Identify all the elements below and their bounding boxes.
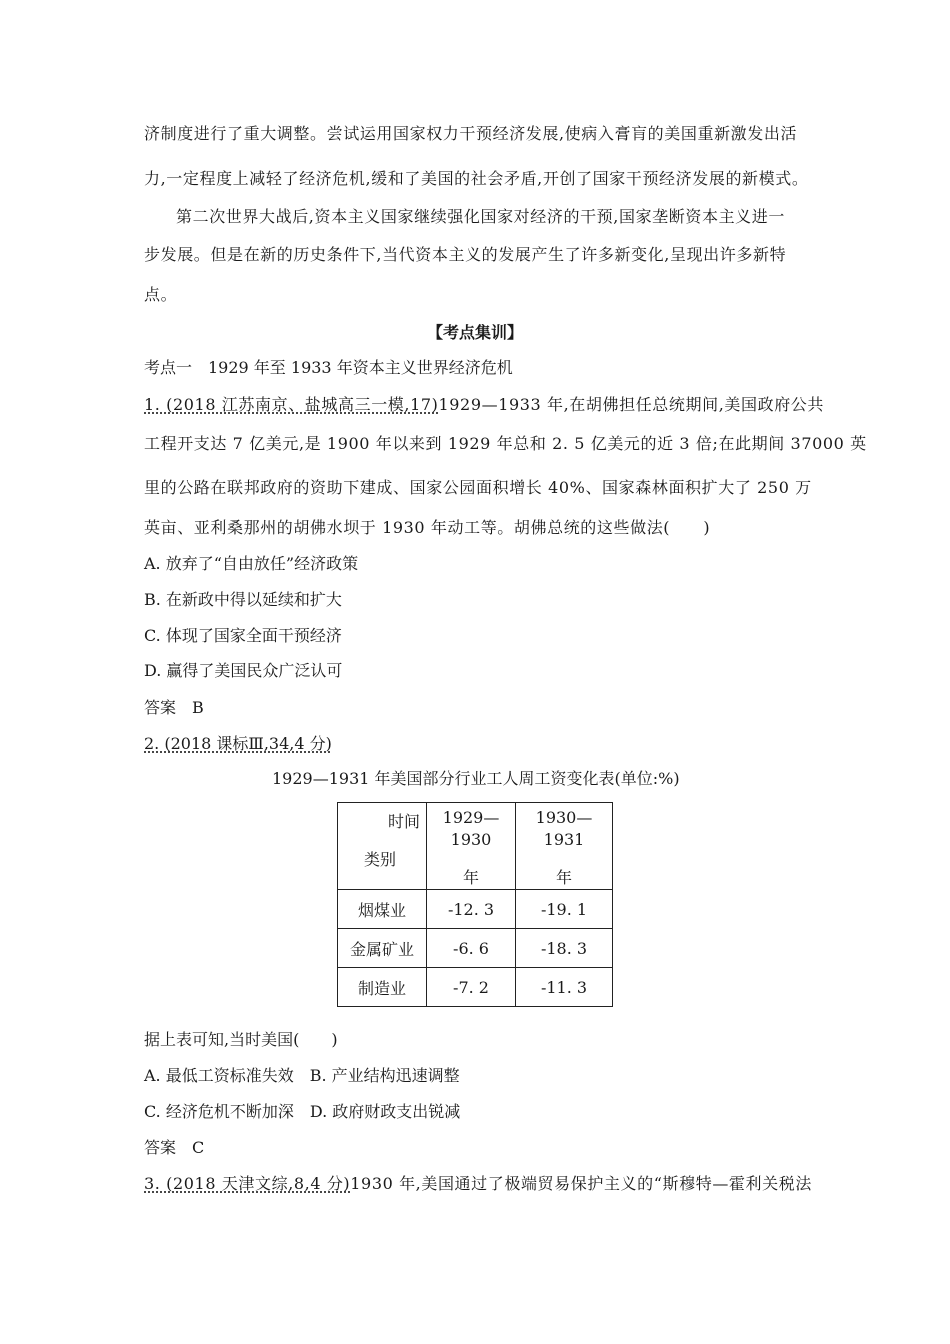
intro-line-5: 点。	[144, 285, 178, 304]
intro-line-1: 济制度进行了重大调整。尝试运用国家权力干预经济发展,使病入膏肓的美国重新激发出活	[144, 124, 798, 143]
topic-heading: 考点一 1929 年至 1933 年资本主义世界经济危机	[144, 358, 513, 377]
col2-header-years: 1930—1931	[535, 808, 593, 849]
row-label: 金属矿业	[338, 929, 427, 968]
q1-line-2: 工程开支达 7 亿美元,是 1900 年以来到 1929 年总和 2. 5 亿美元的近 3 倍;在此期间 37000 英	[144, 434, 867, 453]
q1-line-4: 英亩、亚利桑那州的胡佛水坝于 1930 年动工等。胡佛总统的这些做法( )	[144, 518, 711, 537]
table-row	[338, 929, 613, 968]
row-value-1930: -12. 3	[427, 890, 516, 929]
q3-line-1	[144, 1173, 812, 1195]
col1-header-unit: 年	[462, 868, 479, 887]
q2-stem: 据上表可知,当时美国( )	[144, 1030, 338, 1049]
q2-options-cd: C. 经济危机不断加深 D. 政府财政支出锐减	[144, 1102, 461, 1121]
col2-header-unit: 年	[555, 868, 572, 887]
q1-option-b: B. 在新政中得以延续和扩大	[144, 590, 342, 609]
row-value-1930: -6. 6	[427, 929, 516, 968]
intro-line-2: 力,一定程度上减轻了经济危机,缓和了美国的社会矛盾,开创了国家干预经济发展的新模式。	[144, 169, 809, 188]
corner-category-label: 类别	[364, 850, 397, 869]
table-row	[338, 968, 613, 1007]
q2-source-line	[144, 733, 332, 755]
table-col-header-1	[427, 803, 516, 890]
table-header-row	[338, 803, 613, 890]
q1-source: 1. (2018 江苏南京、盐城高三一模,17)	[144, 395, 439, 414]
q1-line-3: 里的公路在联邦政府的资助下建成、国家公园面积增长 40%、国家森林面积扩大了 250 万	[144, 478, 812, 497]
q1-line-1	[144, 394, 824, 416]
row-label: 制造业	[338, 968, 427, 1007]
intro-line-4: 步发展。但是在新的历史条件下,当代资本主义的发展产生了许多新变化,呈现出许多新特	[144, 245, 787, 264]
row-value-1931: -11. 3	[516, 968, 613, 1007]
q1-answer: 答案 B	[144, 698, 204, 717]
table-col-header-2	[516, 803, 613, 890]
table-row	[338, 890, 613, 929]
row-value-1930: -7. 2	[427, 968, 516, 1007]
row-value-1931: -19. 1	[516, 890, 613, 929]
row-value-1931: -18. 3	[516, 929, 613, 968]
q2-source: 2. (2018 课标Ⅲ,34,4 分)	[144, 734, 332, 753]
q1-option-c: C. 体现了国家全面干预经济	[144, 626, 342, 645]
intro-line-3: 第二次世界大战后,资本主义国家继续强化国家对经济的干预,国家垄断资本主义进一	[176, 207, 785, 226]
q3-source: 3. (2018 天津文综,8,4 分)	[144, 1174, 351, 1193]
q1-option-a: A. 放弃了“自由放任”经济政策	[144, 554, 359, 573]
q2-options-ab: A. 最低工资标准失效 B. 产业结构迅速调整	[144, 1066, 460, 1085]
q2-table-title: 1929—1931 年美国部分行业工人周工资变化表(单位:%)	[272, 769, 680, 788]
col1-header-years: 1929—1930	[442, 808, 500, 849]
corner-time-label: 时间	[387, 812, 420, 831]
table-corner-cell	[338, 803, 427, 890]
section-title: 【考点集训】	[426, 323, 523, 342]
q1-line-1-text: 1929—1933 年,在胡佛担任总统期间,美国政府公共	[438, 395, 824, 414]
q1-option-d: D. 赢得了美国民众广泛认可	[144, 661, 343, 680]
wage-change-table	[337, 802, 613, 1007]
q3-line-1-text: 1930 年,美国通过了极端贸易保护主义的“斯穆特—霍利关税法	[350, 1174, 812, 1193]
q2-answer: 答案 C	[144, 1138, 205, 1157]
row-label: 烟煤业	[338, 890, 427, 929]
